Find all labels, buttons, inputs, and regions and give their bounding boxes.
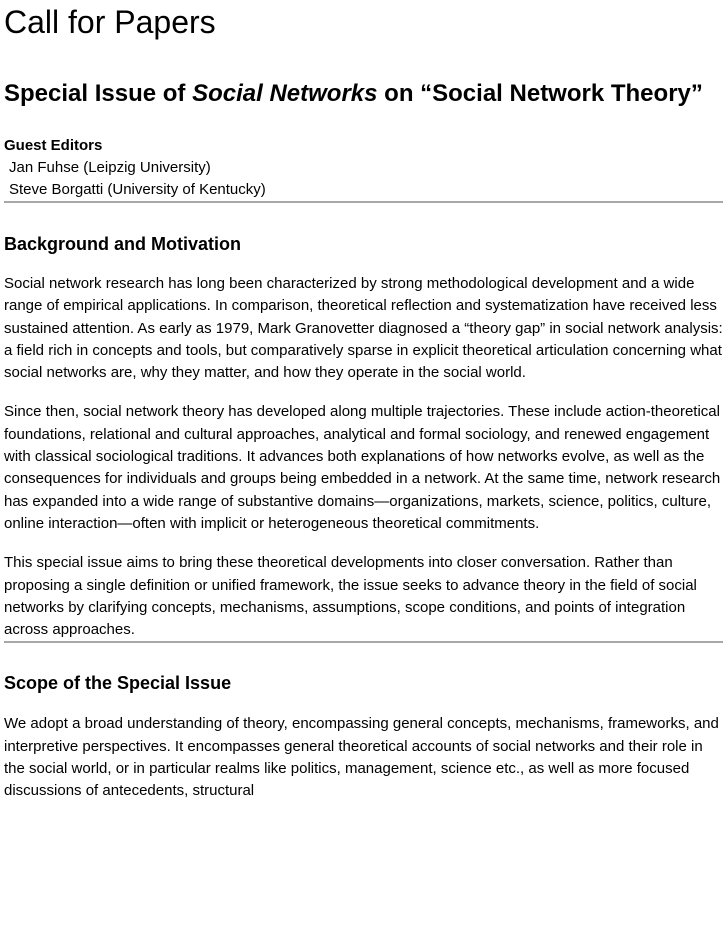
background-paragraph-3: This special issue aims to bring these theoretical developments into closer conversation. Rather than proposing a single definition or unified framework, the issue seeks to advance theory in the field of social networks by clarifying concepts, mechanisms, assumptions, scope conditions, and points of integration across approaches. <box>4 554 697 639</box>
background-paragraph-1: Social network research has long been characterized by strong methodological development and a wide range of empirical applications. In comparison, theoretical reflection and systematization have received less sustained attention. As early as 1979, Mark Granovetter diagnosed a “theory gap” in social network analysis: a field rich in concepts and tools, but comparatively sparse in explicit theoretical articulation concerning what social networks are, why they matter, and how they operate in the social world. <box>4 275 723 382</box>
journal-name: Social Networks <box>192 80 378 107</box>
background-heading: Background and Motivation <box>4 234 242 254</box>
issue-title-suffix: on “Social Network Theory” <box>377 80 703 107</box>
section-divider <box>4 641 723 643</box>
guest-editors-heading: Guest Editors <box>4 137 103 154</box>
guest-editor-1: Jan Fuhse (Leipzig University) <box>9 159 211 176</box>
background-paragraph-2: Since then, social network theory has developed along multiple trajectories. These include action-theoretical foundations, relational and cultural approaches, analytical and formal sociology, and renewed engagement with classical sociological traditions. It advances both explanations of how networks evolve, as well as the consequences for individuals and groups being embedded in a network. At the same time, network research has expanded into a wide range of substantive domains—organizations, markets, science, politics, culture, online interaction—often with implicit or heterogeneous theoretical commitments. <box>4 403 721 532</box>
issue-title-prefix: Special Issue of <box>4 80 193 107</box>
page-title: Call for Papers <box>4 4 216 40</box>
section-divider <box>4 201 723 203</box>
special-issue-title <box>4 77 723 110</box>
guest-editor-2: Steve Borgatti (University of Kentucky) <box>9 181 266 198</box>
scope-heading: Scope of the Special Issue <box>4 673 232 694</box>
scope-paragraph-1: We adopt a broad understanding of theory, encompassing general concepts, mechanisms, frameworks, and interpretive perspectives. It encompasses general theoretical accounts of social networks and their role in the social world, or in particular realms like politics, management, science etc., as well as more focused discussions of antecedents, structural <box>4 715 719 800</box>
